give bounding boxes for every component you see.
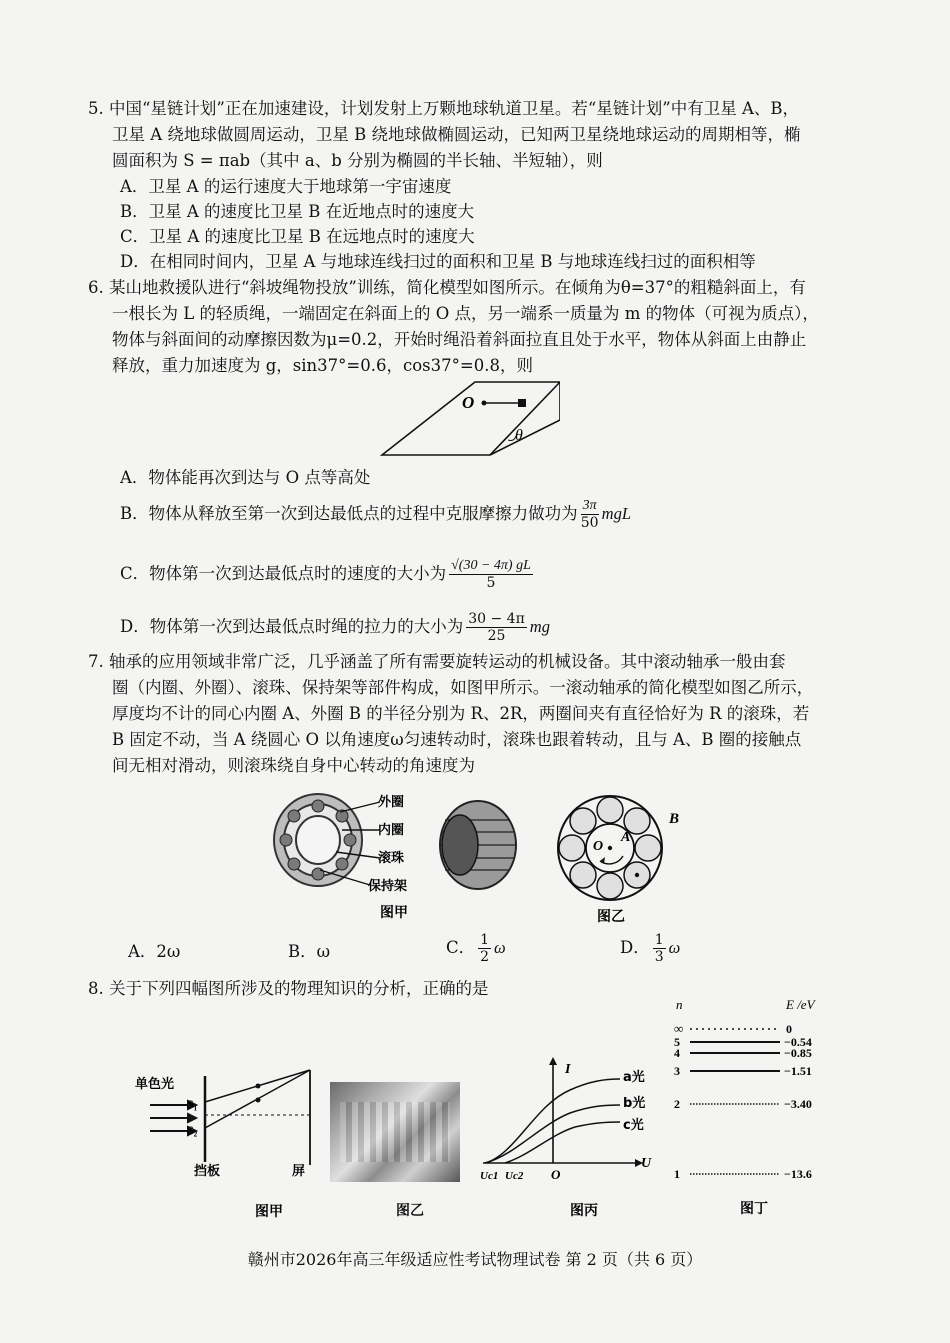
q7-option-d-text: D． (620, 938, 650, 957)
q6-option-c (120, 558, 536, 591)
incline-figure (380, 380, 560, 460)
bearing-model-figure (545, 793, 695, 928)
uc2-label: Uc2 (505, 1170, 524, 1182)
label-inner-ring: 内圈 (378, 823, 405, 838)
q6-option-b-unit: mgL (601, 504, 631, 523)
level-n-inf: ∞ (674, 1021, 684, 1036)
q5-option-b: B．卫星 A 的速度比卫星 B 在近地点时的速度大 (120, 202, 475, 221)
q7-option-a: A．2ω (128, 942, 181, 961)
q7-option-d (620, 932, 680, 965)
label-cage: 保持架 (368, 879, 408, 894)
E-header: E /eV (786, 997, 815, 1012)
origin-O-label: O (551, 1167, 561, 1182)
model-B-label: B (669, 811, 680, 827)
q6-option-b-fraction (581, 498, 599, 531)
photoelectric-iu-figure (475, 1055, 665, 1220)
q7-option-c-text: C． (446, 938, 476, 957)
figure-yi-caption: 图乙 (597, 909, 625, 925)
level-4 (674, 1046, 812, 1060)
q6-option-b-denominator: 50 (580, 515, 599, 531)
q6-option-c-numerator: √(30 − 4π) gL (451, 558, 531, 573)
q6-option-d-numerator: 30 − 4π (468, 611, 525, 627)
model-O-label: O (593, 839, 604, 854)
figure-jia-caption: 图甲 (380, 905, 408, 921)
q7-option-c-denominator: 2 (480, 949, 490, 965)
bearing-photo-figure (270, 790, 530, 925)
q6-line-4: 释放，重力加速度为 g，sin37°=0.6，cos37°=0.8，则 (112, 356, 533, 375)
s1-label: S₁ (187, 1097, 198, 1111)
label-outer-ring: 外圈 (378, 795, 405, 810)
s2-label: S₂ (187, 1123, 198, 1137)
q7-option-d-denominator: 3 (654, 949, 664, 965)
axis-I-label: I (565, 1062, 571, 1077)
baffle-label: 挡板 (194, 1164, 221, 1179)
q6-option-d (120, 611, 550, 644)
q7-option-b: B．ω (288, 942, 331, 961)
level-e-inf: 0 (786, 1022, 792, 1036)
q7-option-d-omega: ω (668, 938, 681, 957)
q6-option-c-denominator: 5 (486, 575, 496, 591)
page-footer: 赣州市2026年高三年级适应性考试物理试卷 第 2 页（共 6 页） (247, 1250, 703, 1269)
q5-line-1: 5. 中国“星链计划”正在加速建设，计划发射上万颗地球轨道卫星。若“星链计划”中有卫星 A、B， (88, 99, 800, 118)
q5-option-a: A．卫星 A 的运行速度大于地球第一宇宙速度 (120, 177, 452, 196)
q7-option-d-numerator: 1 (654, 932, 664, 948)
q5-line-2: 卫星 A 绕地球做圆周运动，卫星 B 绕地球做椭圆运动，已知两卫星绕地球运动的周期相等，椭 (112, 125, 801, 144)
q5-option-c: C．卫星 A 的速度比卫星 B 在远地点时的速度大 (120, 227, 475, 246)
q6-option-a: A．物体能再次到达与 O 点等高处 (120, 468, 371, 487)
screen-label: 屏 (292, 1164, 306, 1179)
level-n-2: 2 (674, 1097, 680, 1111)
level-e-2: −3.40 (784, 1097, 812, 1111)
level-n-5: 5 (674, 1035, 680, 1049)
model-A-label: A (621, 830, 631, 845)
q7-option-c-omega: ω (494, 938, 506, 957)
level-e-5: −0.54 (784, 1035, 812, 1049)
level-e-4: −0.85 (784, 1046, 812, 1060)
q6-option-d-denominator: 25 (487, 628, 506, 644)
figure-bing-caption: 图丙 (570, 1203, 598, 1219)
monochrome-light-label: 单色光 (135, 1077, 175, 1092)
q6-line-3: 物体与斜面间的动摩擦因数为μ=0.2，开始时绳沿着斜面拉直且处于水平，物体从斜面上由静止 (112, 330, 807, 349)
uc1-label: Uc1 (480, 1170, 499, 1182)
level-n-3: 3 (674, 1064, 680, 1078)
q7-option-c-fraction (478, 932, 491, 965)
q6-option-b-text: B．物体从释放至第一次到达最低点的过程中克服摩擦力做功为 (120, 504, 578, 523)
q6-option-d-fraction (466, 611, 527, 644)
q6-option-d-unit: mg (529, 617, 550, 636)
q6-option-d-text: D．物体第一次到达最低点时绳的拉力的大小为 (120, 617, 464, 636)
label-ball: 滚珠 (378, 851, 405, 866)
level-e-1: −13.6 (784, 1167, 812, 1181)
q5-option-d: D．在相同时间内，卫星 A 与地球连线扫过的面积和卫星 B 与地球连线扫过的面积相等 (120, 252, 756, 271)
double-slit-figure (130, 1060, 330, 1220)
q6-option-c-fraction (449, 558, 533, 591)
curve-c-label: c光 (623, 1118, 644, 1133)
n-header: n (676, 997, 683, 1012)
figure-jia-caption-q8: 图甲 (255, 1204, 283, 1220)
axis-U-label: U (641, 1156, 652, 1171)
energy-level-figure (668, 995, 848, 1220)
q6-option-b-numerator: 3π (582, 498, 597, 513)
curve-a-label: a光 (623, 1070, 645, 1085)
q7-line-5: 间无相对滑动，则滚珠绕自身中心转动的角速度为 (112, 756, 475, 775)
level-2 (674, 1097, 812, 1111)
incline-theta-label: θ (515, 427, 523, 444)
q7-line-3: 厚度均不计的同心内圈 A、外圈 B 的半径分别为 R、2R，两圈间夹有直径恰好为 R 的滚珠，若 (112, 704, 810, 723)
q6-option-c-text: C．物体第一次到达最低点时的速度的大小为 (120, 564, 447, 583)
q7-option-c-numerator: 1 (480, 932, 490, 948)
level-infinity (674, 1021, 792, 1036)
level-1 (674, 1167, 812, 1181)
level-n-4: 4 (674, 1046, 680, 1060)
level-3 (674, 1064, 812, 1078)
q8-line-1: 8. 关于下列四幅图所涉及的物理知识的分析，正确的是 (88, 979, 489, 998)
q7-option-c (446, 932, 506, 965)
q6-option-b (120, 498, 631, 531)
interference-photo (330, 1082, 460, 1182)
figure-yi-caption-q8: 图乙 (396, 1203, 424, 1219)
q6-line-2: 一根长为 L 的轻质绳，一端固定在斜面上的 O 点，另一端系一质量为 m 的物体（可视为质点）， (112, 304, 819, 323)
q7-option-d-fraction (653, 932, 666, 965)
incline-O-label: O (462, 393, 475, 412)
q7-line-4: B 固定不动，当 A 绕圆心 O 以角速度ω匀速转动时，滚珠也跟着转动，且与 A、B 圈的接触点 (112, 730, 802, 749)
level-e-3: −1.51 (784, 1064, 812, 1078)
q7-line-2: 圈（内圈、外圈）、滚珠、保持架等部件构成，如图甲所示。一滚动轴承的简化模型如图乙所示， (112, 678, 814, 697)
q5-line-3: 圆面积为 S = πab（其中 a、b 分别为椭圆的半长轴、半短轴），则 (112, 151, 603, 170)
figure-ding-caption: 图丁 (740, 1201, 768, 1217)
level-n-1: 1 (674, 1167, 680, 1181)
q7-line-1: 7. 轴承的应用领域非常广泛，几乎涵盖了所有需要旋转运动的机械设备。其中滚动轴承一般由套 (88, 652, 786, 671)
curve-b-label: b光 (623, 1096, 646, 1111)
q6-line-1: 6. 某山地救援队进行“斜坡绳物投放”训练，简化模型如图所示。在倾角为θ=37°的粗糙斜面上，有 (88, 278, 806, 297)
